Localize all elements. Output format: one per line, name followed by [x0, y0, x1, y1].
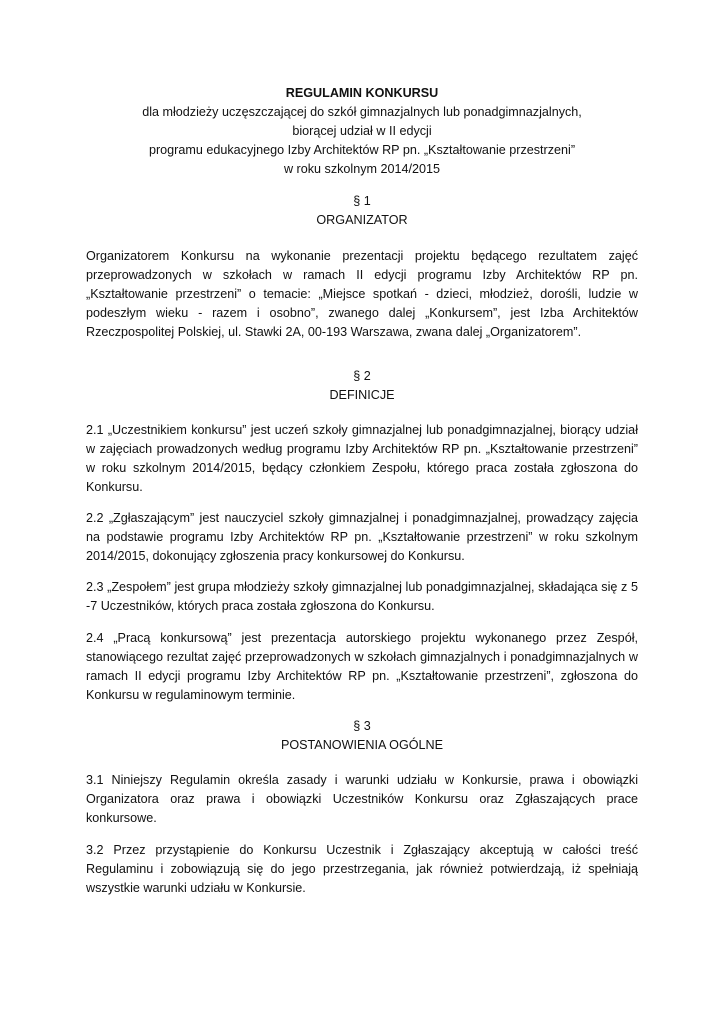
section-organizator [86, 192, 638, 230]
section-number: § 2 [353, 369, 371, 383]
section-definicje [86, 367, 638, 405]
paragraph-2-1-block [86, 421, 638, 497]
section-heading: POSTANOWIENIA OGÓLNE [280, 738, 444, 752]
section-number: § 1 [353, 194, 371, 208]
document-title: REGULAMIN KONKURSU [285, 86, 439, 100]
paragraph-3-2-block [86, 841, 638, 898]
section-heading: ORGANIZATOR [316, 213, 408, 227]
section-1-body [86, 247, 638, 342]
paragraph-3-1-block [86, 771, 638, 828]
paragraph: 3.1 Niniejszy Regulamin określa zasady i warunki udziału w Konkursie, prawa i obowiązki Organizatora oraz prawa i obowiązki Uczestników Konkursu oraz Zgłaszających prace konkursowe. [86, 773, 638, 825]
subtitle-line-3: programu edukacyjnego Izby Architektów RP pn. „Kształtowanie przestrzeni” [148, 143, 576, 157]
subtitle-line-2: biorącej udział w II edycji [292, 124, 432, 138]
subtitle-line-4: w roku szkolnym 2014/2015 [283, 162, 441, 176]
paragraph-2-3-block [86, 578, 638, 616]
paragraph-2-4-block [86, 629, 638, 705]
subtitle-line-1: dla młodzieży uczęszczającej do szkół gimnazjalnych lub ponadgimnazjalnych, [142, 105, 582, 119]
section-number: § 3 [353, 719, 371, 733]
paragraph: 3.2 Przez przystąpienie do Konkursu Uczestnik i Zgłaszający akceptują w całości treść Regulaminu i zobowiązują się do jego przestrzegania, jak również potwierdzają, iż spełniają wszystkie warunki udziału w Konkursie. [86, 843, 638, 895]
paragraph: 2.3 „Zespołem” jest grupa młodzieży szkoły gimnazjalnej lub ponadgimnazjalnej, składająca się z 5 -7 Uczestników, których praca została zgłoszona do Konkursu. [86, 580, 638, 613]
document-header [86, 84, 638, 179]
section-heading: DEFINICJE [329, 388, 395, 402]
section-postanowienia [86, 717, 638, 755]
paragraph: 2.4 „Pracą konkursową” jest prezentacja autorskiego projektu wykonanego przez Zespół, stanowiącego rezultat zajęć przeprowadzonych w szkołach gimnazjalnych i ponadgimnazjalnych w ramach II edycji programu Izby Architektów RP pn. „Kształtowanie przestrzeni”, zgłoszona do Konkursu w regulaminowym terminie. [86, 631, 638, 702]
paragraph-2-2-block [86, 509, 638, 566]
paragraph: Organizatorem Konkursu na wykonanie prezentacji projektu będącego rezultatem zajęć przeprowadzonych w szkołach w ramach II edycji programu Izby Architektów RP pn. „Kształtowanie przestrzeni” o temacie: „Miejsce spotkań - dzieci, młodzież, dorośli, ludzie w podeszłym wieku - razem i osobno”, zwanego dalej „Konkursem”, jest Izba Architektów Rzeczpospolitej Polskiej, ul. Stawki 2A, 00-193 Warszawa, zwana dalej „Organizatorem”. [86, 249, 638, 339]
paragraph: 2.2 „Zgłaszającym” jest nauczyciel szkoły gimnazjalnej i ponadgimnazjalnej, prowadzący zajęcia na podstawie programu Izby Architektów RP pn. „Kształtowanie przestrzeni” w roku szkolnym 2014/2015, dokonujący zgłoszenia pracy konkursowej do Konkursu. [86, 511, 638, 563]
paragraph: 2.1 „Uczestnikiem konkursu” jest uczeń szkoły gimnazjalnej lub ponadgimnazjalnej, biorący udział w zajęciach prowadzonych według programu Izby Architektów RP pn. „Kształtowanie przestrzeni” w roku szkolnym 2014/2015, będący członkiem Zespołu, którego praca została zgłoszona do Konkursu. [86, 423, 638, 494]
